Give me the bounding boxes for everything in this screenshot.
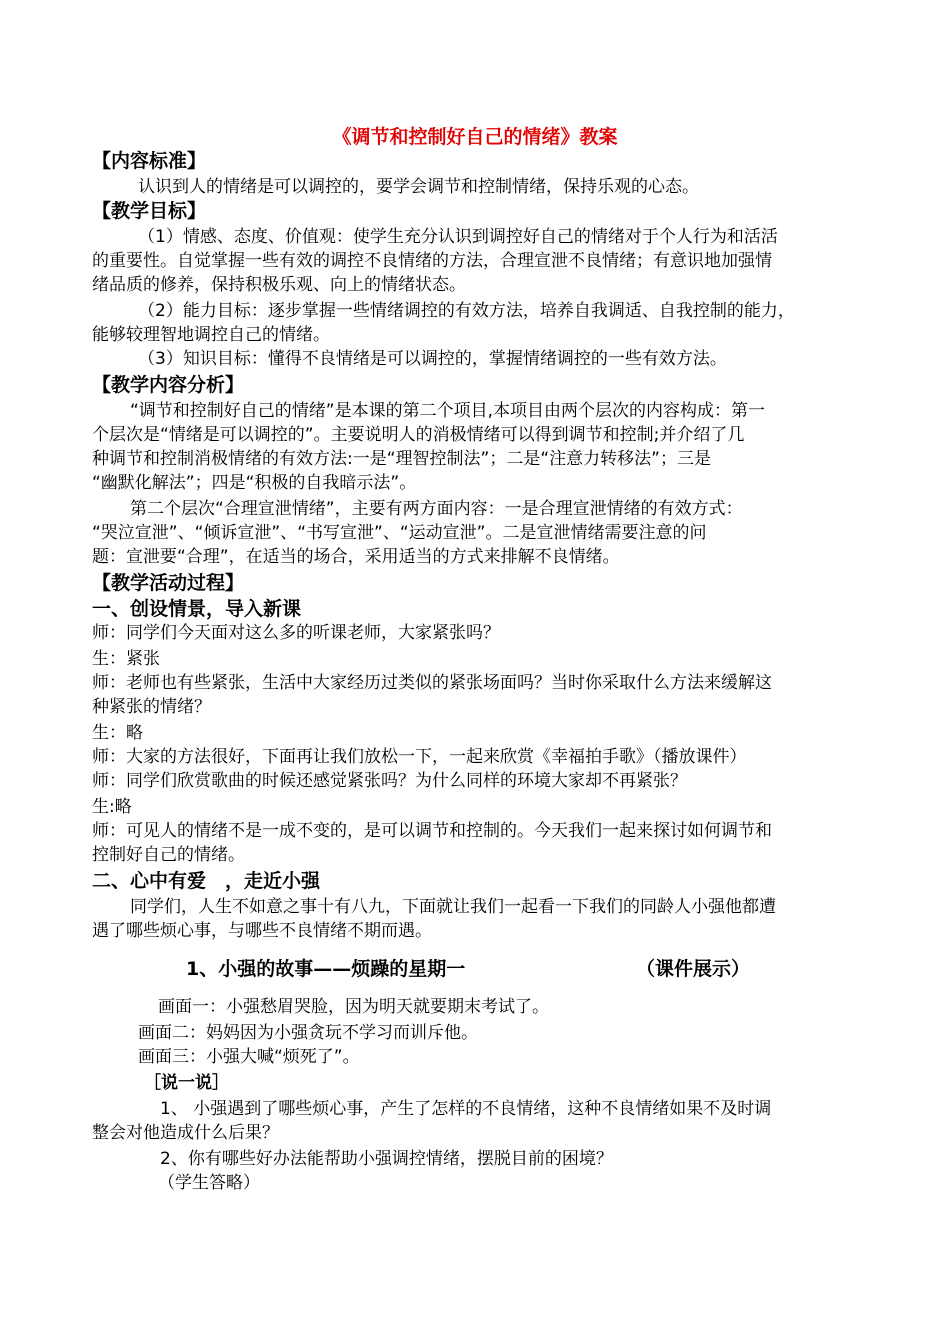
- scene-2: 画面二：妈妈因为小强贪玩不学习而训斥他。: [138, 1023, 478, 1043]
- analysis-p2-line-3: 题：宣泄要“合理”，在适当的场合，采用适当的方式来排解不良情绪。: [92, 547, 620, 567]
- analysis-p1-line-3: 种调节和控制消极情绪的有效方法:一是“理智控制法”；二是“注意力转移法”；三是: [92, 449, 711, 469]
- analysis-p1-line-2: 个层次是“情绪是可以调控的”。主要说明人的消极情绪可以得到调节和控制;并介绍了几: [92, 425, 745, 445]
- analysis-p1-line-4: “幽默化解法”；四是“积极的自我暗示法”。: [92, 473, 417, 493]
- section-2-line-1: 同学们，人生不如意之事十有八九，下面就让我们一起看一下我们的同龄人小强他都遭: [130, 897, 776, 917]
- content-standard-text: 认识到人的情绪是可以调控的，要学会调节和控制情绪，保持乐观的心态。: [138, 177, 699, 197]
- dialogue-6: 师：同学们欣赏歌曲的时候还感觉紧张吗？为什么同样的环境大家却不再紧张？: [92, 771, 687, 791]
- section-2-title: 二、心中有爱 ，走近小强: [92, 870, 321, 892]
- dialogue-7: 生:略: [92, 797, 132, 817]
- dialogue-4: 生：略: [92, 723, 143, 743]
- analysis-p2-line-1: 第二个层次“合理宣泄情绪”，主要有两方面内容：一是合理宣泄情绪的有效方式：: [130, 499, 743, 519]
- dialogue-8-line-1: 师：可见人的情绪不是一成不变的，是可以调节和控制的。今天我们一起来探讨如何调节和: [92, 821, 772, 841]
- dialogue-5: 师：大家的方法很好，下面再让我们放松一下，一起来欣赏《幸福拍手歌》（播放课件）: [92, 747, 747, 767]
- dialogue-3-line-2: 种紧张的情绪？: [92, 697, 211, 717]
- section-1-title: 一、创设情景，导入新课: [92, 598, 302, 620]
- goal-1-line-2: 的重要性。自觉掌握一些有效的调控不良情绪的方法，合理宣泄不良情绪；有意识地加强情: [92, 251, 772, 271]
- dialogue-2: 生：紧张: [92, 649, 160, 669]
- dialogue-3-line-1: 师：老师也有些紧张，生活中大家经历过类似的紧张场面吗？当时你采取什么方法来缓解这: [92, 673, 772, 693]
- question-2: 2、你有哪些好办法能帮助小强调控情绪，摆脱目前的困境？: [160, 1149, 613, 1169]
- analysis-p2-line-2: “哭泣宣泄”、“倾诉宣泄”、“书写宣泄”、“运动宣泄”。二是宣泄情绪需要注意的问: [92, 523, 707, 543]
- dialogue-1: 师：同学们今天面对这么多的听课老师，大家紧张吗？: [92, 623, 500, 643]
- goal-1-line-3: 绪品质的修养，保持积极乐观、向上的情绪状态。: [92, 275, 466, 295]
- analysis-p1-line-1: “调节和控制好自己的情绪”是本课的第二个项目,本项目由两个层次的内容构成：第一: [130, 401, 766, 421]
- story-note: （课件展示）: [636, 958, 751, 980]
- goal-2-line-2: 能够较理智地调控自己的情绪。: [92, 325, 330, 345]
- story-title: 1、小强的故事——烦躁的星期一: [186, 958, 466, 980]
- scene-1: 画面一：小强愁眉哭脸，因为明天就要期末考试了。: [158, 997, 549, 1017]
- teaching-goals-heading: 【教学目标】: [92, 200, 207, 222]
- goal-2-line-1: （2）能力目标：逐步掌握一些情绪调控的有效方法，培养自我调适、自我控制的能力，: [138, 301, 795, 321]
- content-analysis-heading: 【教学内容分析】: [92, 374, 245, 396]
- question-1-line-2: 整会对他造成什么后果？: [92, 1123, 279, 1143]
- say-heading: ［说一说］: [144, 1073, 229, 1093]
- scene-3: 画面三：小强大喊“烦死了”。: [138, 1047, 360, 1067]
- goal-1-line-1: （1）情感、态度、价值观：使学生充分认识到调控好自己的情绪对于个人行为和活活: [138, 227, 778, 247]
- student-answer: （学生答略）: [158, 1173, 260, 1193]
- process-heading: 【教学活动过程】: [92, 572, 245, 594]
- goal-3-line-1: （3）知识目标：懂得不良情绪是可以调控的，掌握情绪调控的一些有效方法。: [138, 349, 727, 369]
- dialogue-8-line-2: 控制好自己的情绪。: [92, 845, 245, 865]
- question-1-line-1: 1、 小强遇到了哪些烦心事，产生了怎样的不良情绪，这种不良情绪如果不及时调: [160, 1099, 772, 1119]
- section-2-line-2: 遇了哪些烦心事，与哪些不良情绪不期而遇。: [92, 921, 432, 941]
- document-title: 《调节和控制好自己的情绪》教案: [332, 126, 618, 148]
- content-standard-heading: 【内容标准】: [92, 150, 207, 172]
